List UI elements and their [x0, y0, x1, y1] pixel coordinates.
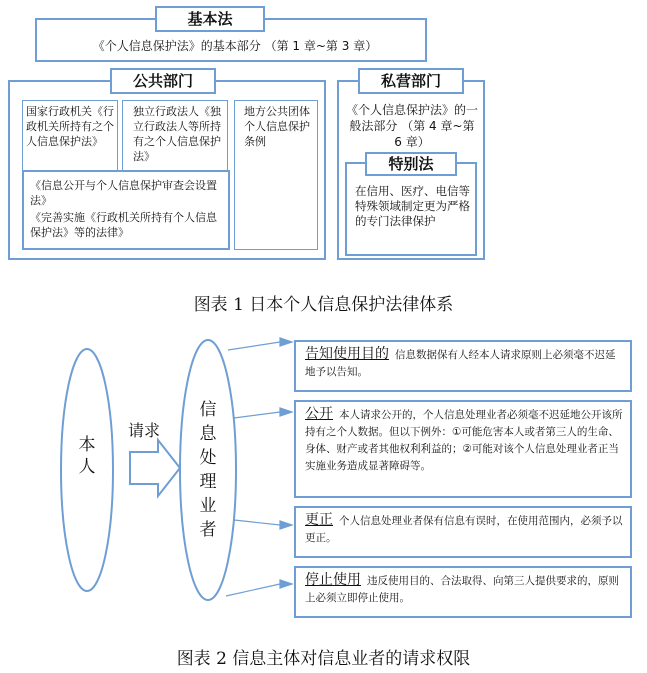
public-common-law-2: 《完善实施《行政机关所持有个人信息保护法》等的法律》 — [30, 211, 217, 239]
request-arrow — [130, 440, 180, 496]
right-notify-name: 告知使用目的 — [305, 346, 389, 362]
right-stop-text — [305, 572, 625, 607]
request-label: 请求 — [128, 421, 161, 440]
public-sector-title: 公共部门 — [110, 68, 216, 94]
basic-law-text: 《个人信息保护法》的基本部分 （第 1 章~第 3 章） — [92, 39, 378, 53]
right-correct-desc: 个人信息处理业者保有信息有误时，在使用范围内，必须予以更正。 — [305, 515, 623, 544]
figure-2-caption: 图表 2 信息主体对信息业者的请求权限 — [176, 649, 471, 669]
right-notify-desc: 信息数据保有人经本人请求原则上必须毫不迟延地予以告知。 — [305, 349, 616, 378]
public-national-text: 国家行政机关《行政机关所持有之个人信息保护法》 — [26, 105, 114, 148]
special-law-text: 在信用、医疗、电信等特殊领域制定更为严格的专门法律保护 — [355, 184, 470, 228]
private-sector-title: 私营部门 — [358, 68, 464, 94]
public-local-text: 地方公共团体个人信息保护条例 — [244, 105, 310, 148]
private-general-law-text: 《个人信息保护法》的一般法部分 （第 4 章~第 6 章） — [346, 103, 479, 149]
right-disclose-name: 公开 — [305, 406, 333, 422]
right-stop-name: 停止使用 — [305, 572, 361, 588]
special-law-title: 特别法 — [365, 152, 457, 176]
basic-law-title: 基本法 — [155, 6, 265, 32]
subject-label: 本人 — [78, 435, 96, 477]
right-disclose-desc: 本人请求公开的，个人信息处理业者必须毫不迟延地公开该所持有之个人数据。但以下例外：①可能危害本人或者第三人的生命、身体、财产或者其他权利利益的；②可能对该个人信息处理业者正当实施业务造成显著障碍等。 — [305, 409, 623, 472]
right-notify-text — [305, 346, 625, 381]
right-stop-desc: 违反使用目的、合法取得、向第三人提供要求的，原则上必须立即停止使用。 — [305, 575, 619, 604]
handler-label: 信息处理业者 — [199, 400, 217, 540]
right-disclose-text — [305, 406, 625, 475]
right-correct-name: 更正 — [305, 512, 333, 528]
right-correct-text — [305, 512, 625, 547]
public-common-law-1: 《信息公开与个人信息保护审查会设置法》 — [30, 179, 217, 207]
figure-1-caption: 图表 1 日本个人信息保护法律体系 — [193, 295, 454, 315]
public-independent-text: 独立行政法人《独立行政法人等所持有之个人信息保护法》 — [133, 105, 221, 163]
